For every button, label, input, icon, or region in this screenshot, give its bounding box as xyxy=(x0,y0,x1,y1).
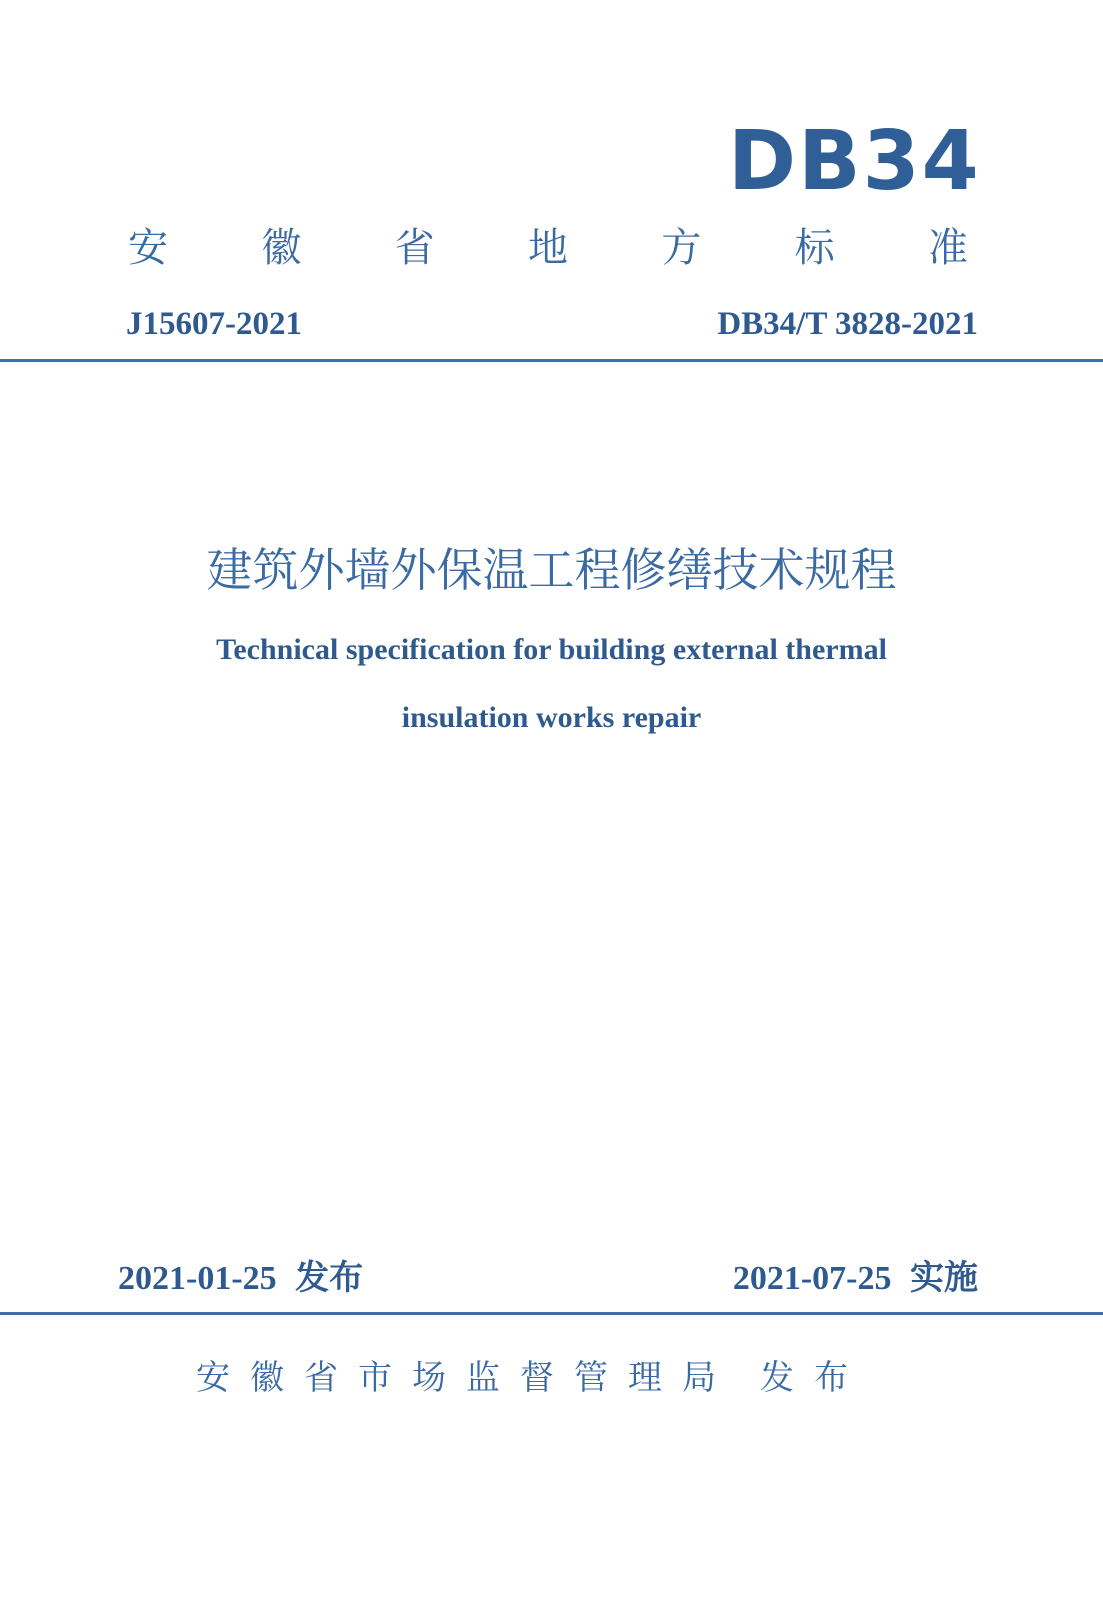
standard-type-char: 徽 xyxy=(261,225,302,271)
db-code: DB34 xyxy=(728,114,981,209)
bottom-divider xyxy=(0,1312,1103,1315)
standard-type-char: 安 xyxy=(128,225,168,271)
dates-row xyxy=(118,1255,978,1301)
standard-number: DB34/T 3828-2021 xyxy=(717,306,978,342)
implement-date-group xyxy=(733,1255,978,1302)
publisher-org: 安徽省市场监督管理局 xyxy=(196,1358,736,1398)
standard-type-char: 地 xyxy=(527,225,568,271)
standard-type xyxy=(128,222,968,274)
standard-type-char: 方 xyxy=(661,225,702,271)
implement-label: 实施 xyxy=(910,1258,978,1298)
issue-date: 2021-01-25 xyxy=(118,1260,277,1297)
publisher xyxy=(196,1354,896,1402)
title-chinese: 建筑外墙外保温工程修缮技术规程 xyxy=(206,543,897,597)
title-english-line2: insulation works repair xyxy=(401,701,702,734)
record-number: J15607-2021 xyxy=(126,306,302,342)
implement-date: 2021-07-25 xyxy=(732,1260,892,1297)
standard-type-char: 标 xyxy=(794,225,835,271)
standard-type-char: 准 xyxy=(927,225,968,271)
issue-label: 发布 xyxy=(295,1258,364,1298)
top-divider xyxy=(0,359,1103,362)
issue-date-group xyxy=(118,1255,363,1302)
standard-type-char: 省 xyxy=(394,225,435,271)
codes-row xyxy=(126,302,978,346)
publisher-action: 发布 xyxy=(760,1358,868,1398)
title-english-line1: Technical specification for building external thermal xyxy=(216,633,887,666)
